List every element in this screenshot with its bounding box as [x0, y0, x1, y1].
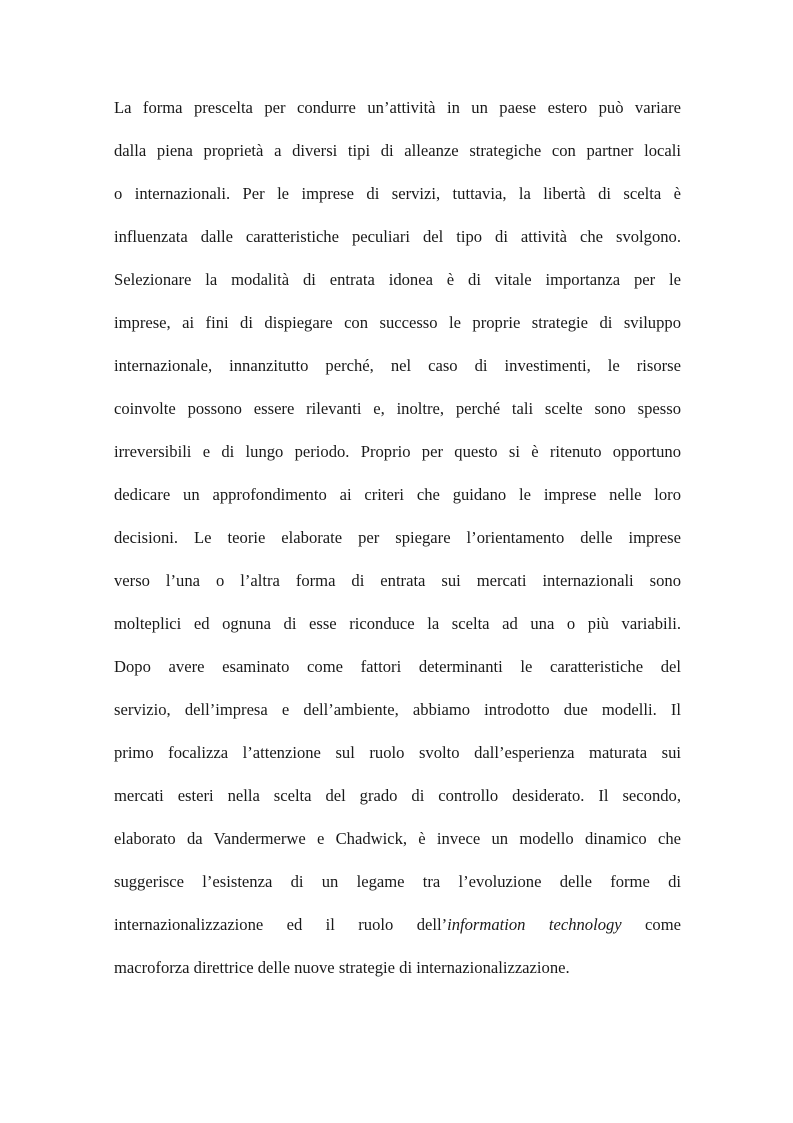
text-line: o internazionali. Per le imprese di servizi, tuttavia, la libertà di scelta è — [114, 184, 681, 203]
text-line: verso l’una o l’altra forma di entrata sui mercati internazionali sono — [114, 571, 681, 590]
text-line: decisioni. Le teorie elaborate per spiegare l’orientamento delle imprese — [114, 528, 681, 547]
text-line: imprese, ai fini di dispiegare con successo le proprie strategie di sviluppo — [114, 313, 681, 332]
text-line: mercati esteri nella scelta del grado di controllo desiderato. Il secondo, — [114, 786, 681, 805]
text-segment: come — [621, 915, 681, 934]
text-line: elaborato da Vandermerwe e Chadwick, è invece un modello dinamico che — [114, 829, 681, 848]
text-line-last: macroforza direttrice delle nuove strategie di internazionalizzazione. — [114, 958, 570, 977]
text-line: dalla piena proprietà a diversi tipi di alleanze strategiche con partner locali — [114, 141, 681, 160]
text-line: coinvolte possono essere rilevanti e, inoltre, perché tali scelte sono spesso — [114, 399, 681, 418]
body-paragraph — [114, 86, 681, 989]
text-line: influenzata dalle caratteristiche peculiari del tipo di attività che svolgono. — [114, 227, 681, 246]
text-line: La forma prescelta per condurre un’attività in un paese estero può variare — [114, 98, 681, 117]
text-line: irreversibili e di lungo periodo. Proprio per questo si è ritenuto opportuno — [114, 442, 681, 461]
text-line-with-italic — [114, 903, 681, 946]
italic-term: information technology — [447, 915, 622, 934]
text-line: internazionale, innanzitutto perché, nel caso di investimenti, le risorse — [114, 356, 681, 375]
text-line: molteplici ed ognuna di esse riconduce la scelta ad una o più variabili. — [114, 614, 681, 633]
text-line: Selezionare la modalità di entrata idonea è di vitale importanza per le — [114, 270, 681, 289]
text-line: Dopo avere esaminato come fattori determinanti le caratteristiche del — [114, 657, 681, 676]
text-line: dedicare un approfondimento ai criteri che guidano le imprese nelle loro — [114, 485, 681, 504]
text-line: suggerisce l’esistenza di un legame tra l’evoluzione delle forme di — [114, 872, 681, 891]
text-segment: internazionalizzazione ed il ruolo dell’ — [114, 915, 448, 934]
text-line: primo focalizza l’attenzione sul ruolo svolto dall’esperienza maturata sui — [114, 743, 681, 762]
text-line: servizio, dell’impresa e dell’ambiente, abbiamo introdotto due modelli. Il — [114, 700, 681, 719]
